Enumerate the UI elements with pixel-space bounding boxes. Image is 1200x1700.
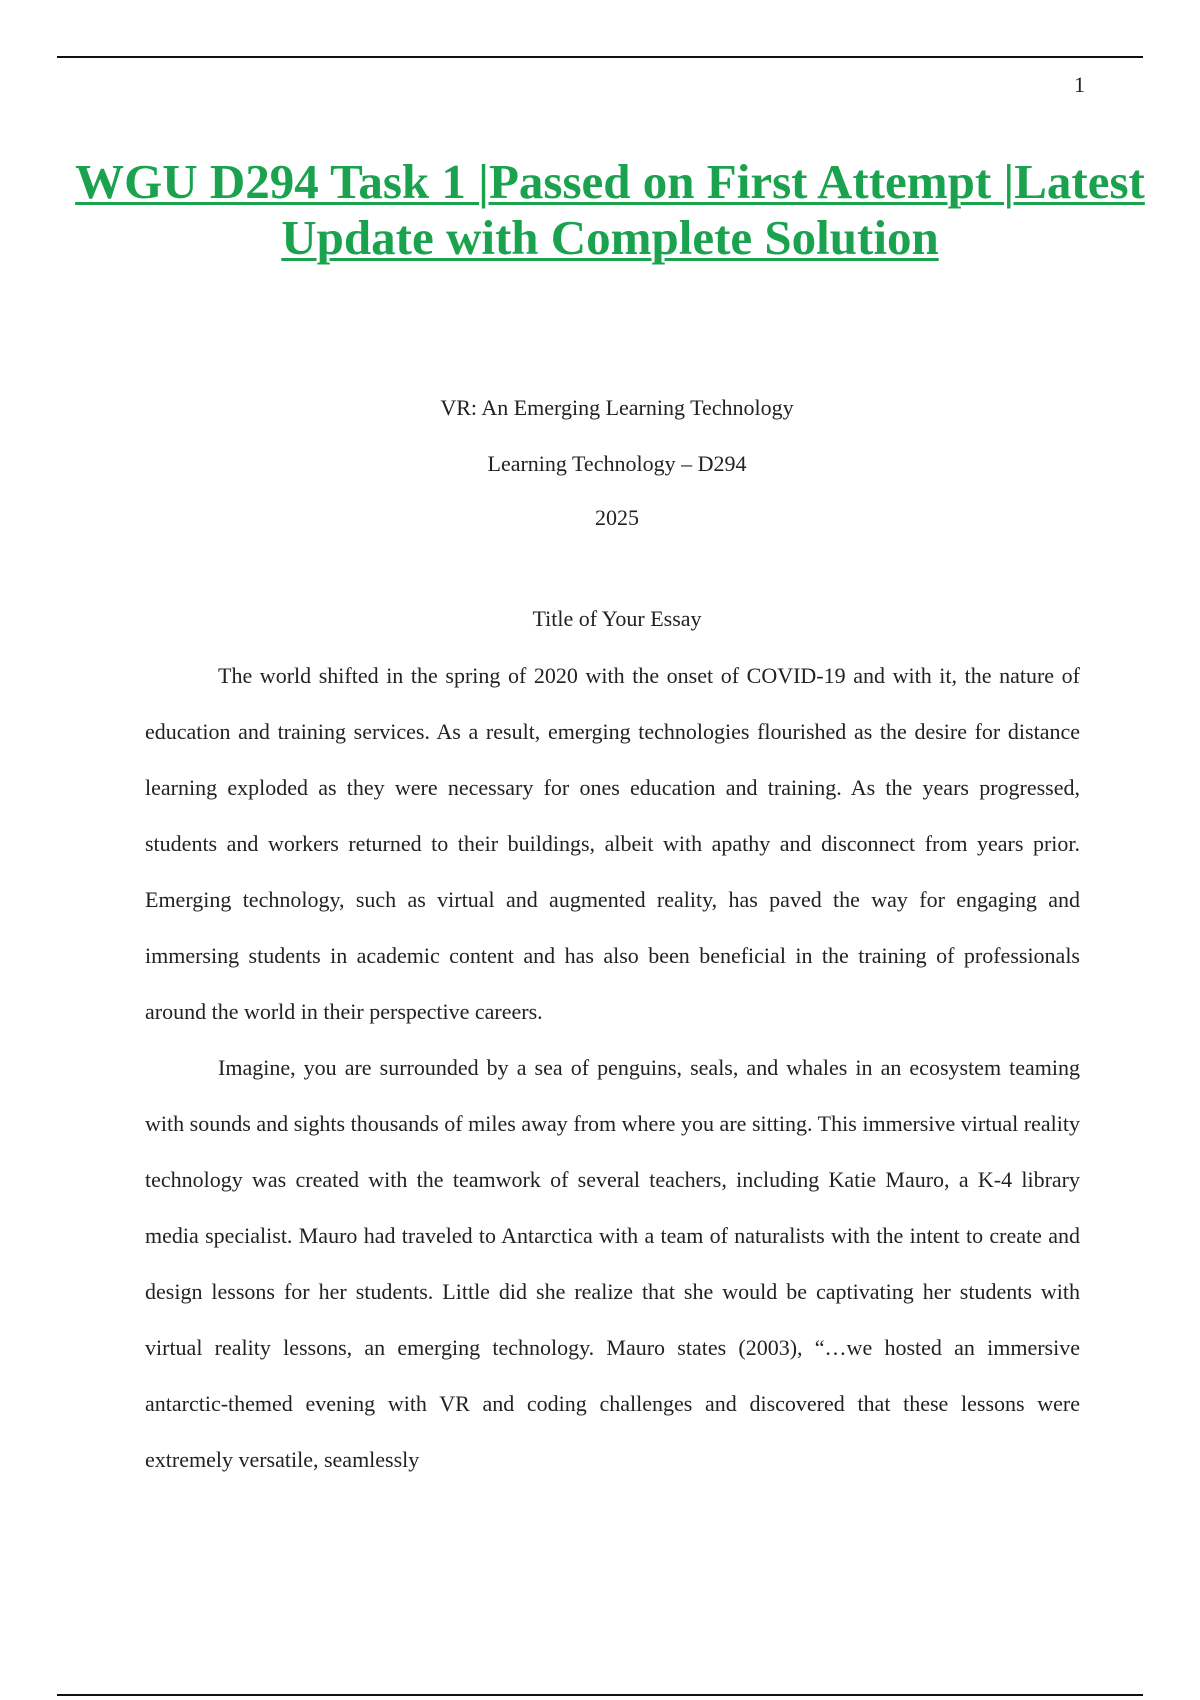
bottom-rule <box>57 1694 1143 1696</box>
essay-title: Title of Your Essay <box>532 606 702 631</box>
title-line-1[interactable]: WGU D294 Task 1 |Passed on First Attempt |Latest <box>75 154 1145 209</box>
page-number: 1 <box>1074 72 1085 97</box>
essay-body <box>145 648 1080 1488</box>
title-line-2[interactable]: Update with Complete Solution <box>281 210 939 265</box>
paragraph: The world shifted in the spring of 2020 with the onset of COVID-19 and with it, the nature of education and training services. As a result, emerging technologies flourished as the desire for distance learning exploded as they were necessary for ones education and training. As the years progressed, students and workers returned to their buildings, albeit with apathy and disconnect from years prior. Emerging technology, such as virtual and augmented reality, has paved the way for engaging and immersing students in academic content and has also been beneficial in the training of professionals around the world in their perspective careers. <box>145 663 1080 1024</box>
cover-course: Learning Technology – D294 <box>487 451 747 476</box>
document-title-link[interactable] <box>60 154 1160 266</box>
top-rule <box>57 56 1143 58</box>
paragraph: Imagine, you are surrounded by a sea of penguins, seals, and whales in an ecosystem teaming with sounds and sights thousands of miles away from where you are sitting. This immersive virtual reality technology was created with the teamwork of several teachers, including Katie Mauro, a K-4 library media specialist. Mauro had traveled to Antarctica with a team of naturalists with the intent to create and design lessons for her students. Little did she realize that she would be captivating her students with virtual reality lessons, an emerging technology. Mauro states (2003), “…we hosted an immersive antarctic-themed evening with VR and coding challenges and discovered that these lessons were extremely versatile, seamlessly <box>145 1055 1080 1472</box>
cover-year: 2025 <box>595 505 639 530</box>
cover-title: VR: An Emerging Learning Technology <box>440 395 794 420</box>
